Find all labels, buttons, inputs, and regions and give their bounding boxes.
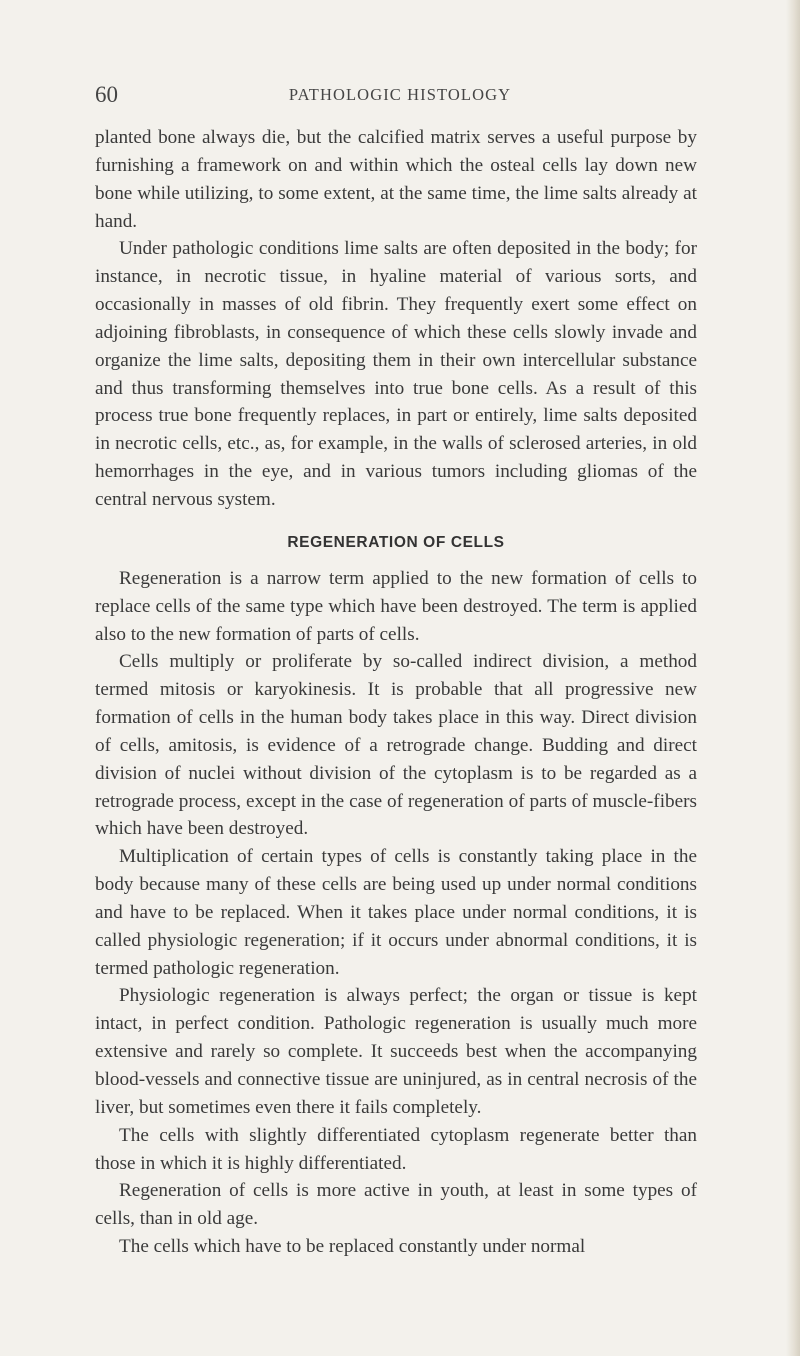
page-header xyxy=(95,82,695,112)
paragraph: Regeneration is a narrow term applied to the new formation of cells to replace cells of the same type which have been destroyed. The term is applied also to the new formation of parts of cells. xyxy=(95,567,697,645)
paragraph: Under pathologic conditions lime salts are often deposited in the body; for instance, in necrotic tissue, in hyaline material of various sorts, and occasionally in masses of old fibrin. They frequently exert some effect on adjoining fibroblasts, in consequence of which these cells slowly invade and organize the lime salts, depositing them in their own intercellular substance and thus transforming themselves into true bone cells. As a result of this process true bone frequently replaces, in part or entirely, lime salts deposited in necrotic cells, etc., as, for example, in the walls of sclerosed arteries, in old hemorrhages in the eye, and in various tumors including gliomas of the central nervous system. xyxy=(95,238,697,510)
paragraph: The cells which have to be replaced constantly under normal xyxy=(119,1236,586,1258)
paragraph: planted bone always die, but the calcified matrix serves a useful purpose by furnishing a framework on and within which the osteal cells lay down new bone while utilizing, to some extent, at the same time, the lime salts already at hand. xyxy=(95,127,697,232)
paragraph: Multiplication of certain types of cells is constantly taking place in the body because many of these cells are being used up under normal conditions and have to be replaced. When it takes place under normal conditions, it is called physiologic regeneration; if it occurs under abnormal conditions, it is termed pathologic regeneration. xyxy=(95,846,697,979)
section-heading: REGENERATION OF CELLS xyxy=(287,533,505,551)
body-text xyxy=(95,124,697,1261)
page-number: 60 xyxy=(95,82,118,107)
paragraph: Regeneration of cells is more active in youth, at least in some types of cells, than in old age. xyxy=(95,1180,697,1230)
running-head: PATHOLOGIC HISTOLOGY xyxy=(288,85,512,104)
page-edge-shadow xyxy=(786,0,800,1356)
paragraph: The cells with slightly differentiated cytoplasm regenerate better than those in which it is highly differentiated. xyxy=(95,1124,697,1174)
paragraph: Physiologic regeneration is always perfect; the organ or tissue is kept intact, in perfect condition. Pathologic regeneration is usually much more extensive and rarely so complete. It succeeds best when the accompanying blood-vessels and connective tissue are uninjured, as in central necrosis of the liver, but sometimes even there it fails completely. xyxy=(95,985,697,1118)
paragraph: Cells multiply or proliferate by so-called indirect division, a method termed mitosis or karyokinesis. It is probable that all progressive new formation of cells in the human body takes place in this way. Direct division of cells, amitosis, is evidence of a retrograde change. Budding and direct division of nuclei without division of the cytoplasm is to be regarded as a retrograde process, except in the case of regeneration of parts of muscle-fibers which have been destroyed. xyxy=(95,651,697,840)
